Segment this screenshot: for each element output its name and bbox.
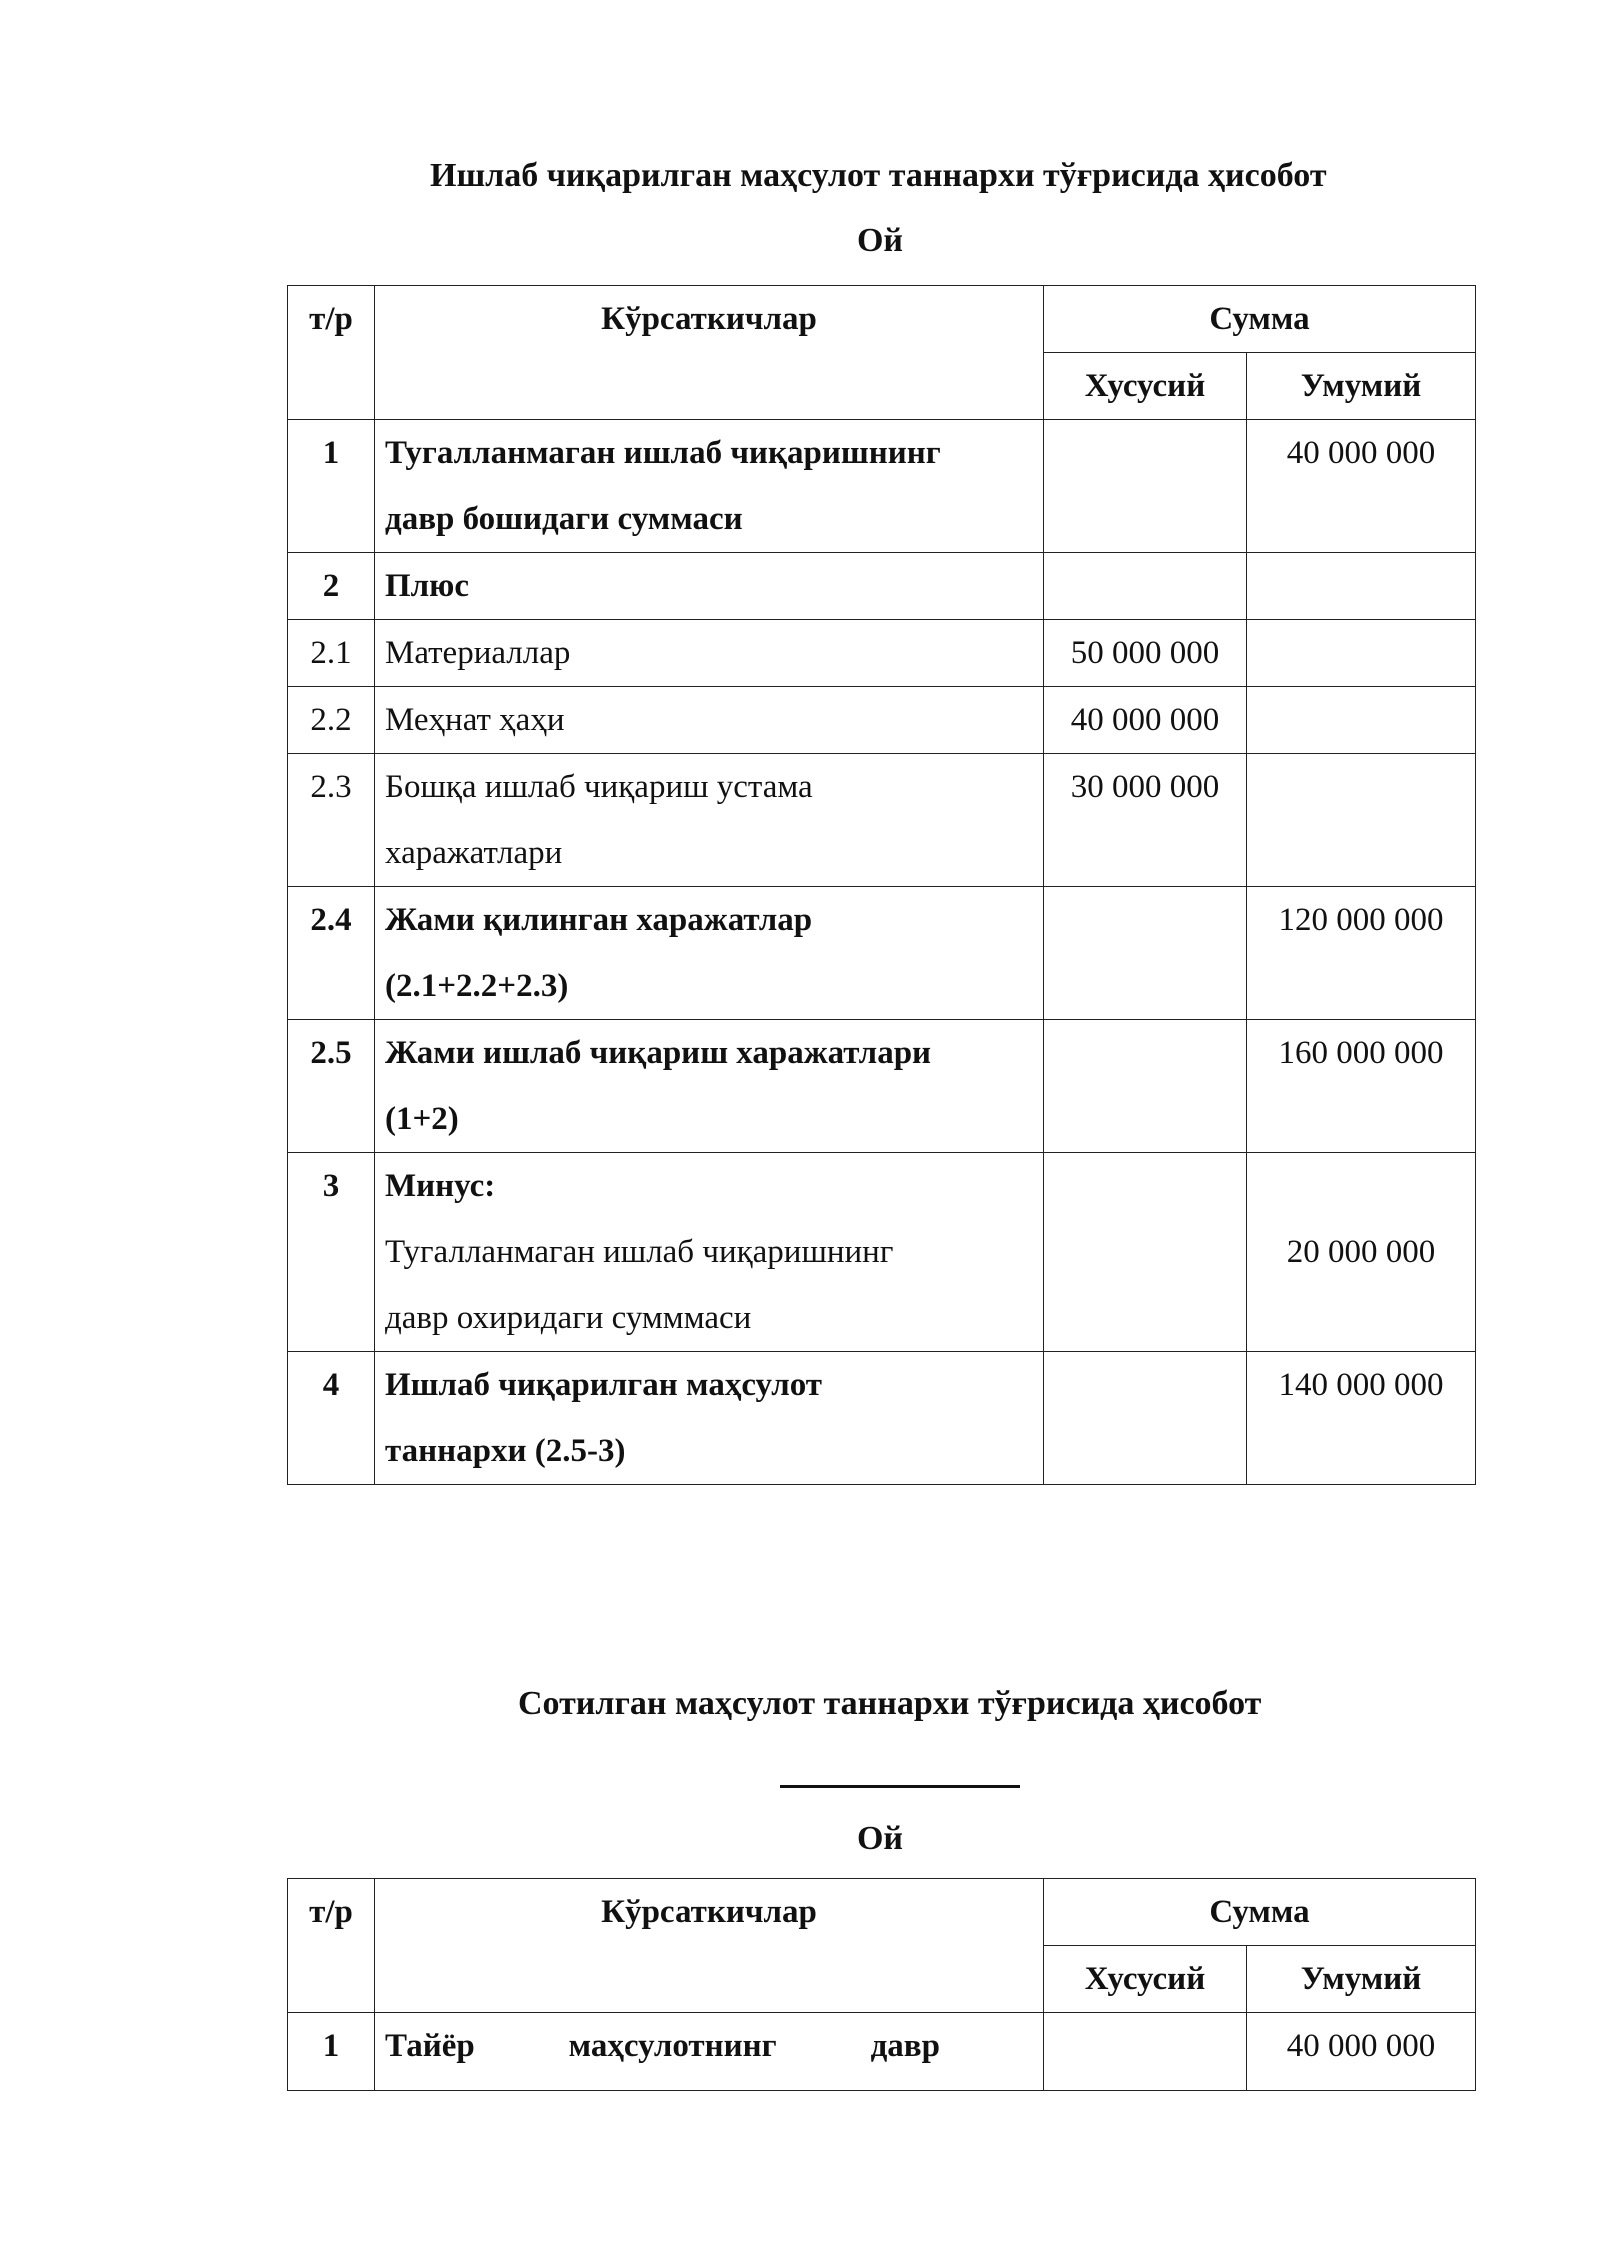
row-private bbox=[1044, 553, 1247, 620]
row-num: 4 bbox=[288, 1352, 375, 1485]
header-private: Хусусий bbox=[1044, 353, 1247, 420]
table-row bbox=[288, 2013, 1476, 2091]
row-label-line: Жами қилинган харажатлар bbox=[385, 902, 813, 938]
row-num: 2 bbox=[288, 553, 375, 620]
row-label-line: давр бошидаги суммаси bbox=[385, 501, 743, 537]
table-row bbox=[288, 1352, 1476, 1485]
row-label-word: Тайёр bbox=[385, 2028, 475, 2064]
header-private: Хусусий bbox=[1044, 1946, 1247, 2013]
table-row bbox=[288, 620, 1476, 687]
row-private: 50 000 000 bbox=[1044, 620, 1247, 687]
row-total bbox=[1247, 687, 1476, 754]
row-private bbox=[1044, 1153, 1247, 1352]
row-num: 1 bbox=[288, 2013, 375, 2091]
row-total bbox=[1247, 553, 1476, 620]
report1-month-label: Ой bbox=[856, 222, 904, 259]
header-num: т/р bbox=[288, 1879, 375, 2013]
row-num: 1 bbox=[288, 420, 375, 553]
row-label-line: (1+2) bbox=[385, 1101, 459, 1137]
table-row bbox=[288, 754, 1476, 887]
header-row bbox=[288, 286, 1476, 353]
row-label-line: (2.1+2.2+2.3) bbox=[385, 968, 569, 1004]
row-num: 3 bbox=[288, 1153, 375, 1352]
row-label-line: харажатлари bbox=[385, 835, 563, 871]
row-label bbox=[375, 1352, 1044, 1485]
month-blank-line bbox=[780, 1745, 1020, 1788]
row-private bbox=[1044, 1352, 1247, 1485]
row-total: 40 000 000 bbox=[1247, 2013, 1476, 2091]
row-label bbox=[375, 1020, 1044, 1153]
row-label bbox=[375, 420, 1044, 553]
row-label bbox=[375, 1153, 1044, 1352]
row-label-line: Жами ишлаб чиқариш харажатлари bbox=[385, 1035, 932, 1071]
row-label-line: Минус: bbox=[385, 1168, 496, 1204]
row-label-text: Тугалланмаган ишлаб чиқаришнинг bbox=[385, 435, 941, 471]
row-num: 2.4 bbox=[288, 887, 375, 1020]
row-label-line: таннархи (2.5-3) bbox=[385, 1433, 626, 1469]
table-row bbox=[288, 553, 1476, 620]
report1-title: Ишлаб чиқарилган маҳсулот таннархи тўғрисида ҳисобот bbox=[430, 157, 1327, 194]
row-total: 40 000 000 bbox=[1247, 420, 1476, 553]
row-total: 20 000 000 bbox=[1247, 1153, 1476, 1352]
header-sum: Сумма bbox=[1044, 286, 1476, 353]
row-label-line: Бошқа ишлаб чиқариш устама bbox=[385, 769, 813, 805]
row-label: Плюс bbox=[375, 553, 1044, 620]
row-num: 2.3 bbox=[288, 754, 375, 887]
row-label-line: давр охиридаги сумммаси bbox=[385, 1300, 752, 1336]
header-total: Умумий bbox=[1247, 1946, 1476, 2013]
row-num: 2.1 bbox=[288, 620, 375, 687]
row-private bbox=[1044, 2013, 1247, 2091]
row-total bbox=[1247, 754, 1476, 887]
row-label-line bbox=[385, 2013, 940, 2079]
production-cost-table bbox=[287, 285, 1476, 1485]
header-total: Умумий bbox=[1247, 353, 1476, 420]
row-total bbox=[1247, 620, 1476, 687]
table-row bbox=[288, 420, 1476, 553]
table-row bbox=[288, 887, 1476, 1020]
row-total: 120 000 000 bbox=[1247, 887, 1476, 1020]
header-indicators: Кўрсаткичлар bbox=[375, 286, 1044, 420]
row-label bbox=[375, 2013, 1044, 2091]
table-row bbox=[288, 1153, 1476, 1352]
header-sum: Сумма bbox=[1044, 1879, 1476, 1946]
table-row bbox=[288, 1020, 1476, 1153]
row-label-line: Ишлаб чиқарилган маҳсулот bbox=[385, 1367, 822, 1403]
sold-cost-table bbox=[287, 1878, 1476, 2091]
row-private bbox=[1044, 1020, 1247, 1153]
row-total: 140 000 000 bbox=[1247, 1352, 1476, 1485]
row-label: Меҳнат ҳаҳи bbox=[375, 687, 1044, 754]
report2-title: Сотилган маҳсулот таннархи тўғрисида ҳисобот bbox=[518, 1685, 1262, 1722]
header-num: т/р bbox=[288, 286, 375, 420]
row-label: Материаллар bbox=[375, 620, 1044, 687]
row-num: 2.2 bbox=[288, 687, 375, 754]
row-private bbox=[1044, 420, 1247, 553]
row-private: 40 000 000 bbox=[1044, 687, 1247, 754]
row-total: 160 000 000 bbox=[1247, 1020, 1476, 1153]
table-row bbox=[288, 687, 1476, 754]
header-row bbox=[288, 1879, 1476, 1946]
row-label-line: Тугалланмаган ишлаб чиқаришнинг bbox=[385, 1234, 894, 1270]
row-label-word: маҳсулотнинг bbox=[568, 2028, 777, 2064]
row-label bbox=[375, 887, 1044, 1020]
row-label-line bbox=[385, 420, 1033, 486]
row-private: 30 000 000 bbox=[1044, 754, 1247, 887]
row-num: 2.5 bbox=[288, 1020, 375, 1153]
header-indicators: Кўрсаткичлар bbox=[375, 1879, 1044, 2013]
report2-month-label: Ой bbox=[856, 1820, 904, 1857]
row-label bbox=[375, 754, 1044, 887]
row-label-word: давр bbox=[870, 2028, 940, 2064]
row-private bbox=[1044, 887, 1247, 1020]
